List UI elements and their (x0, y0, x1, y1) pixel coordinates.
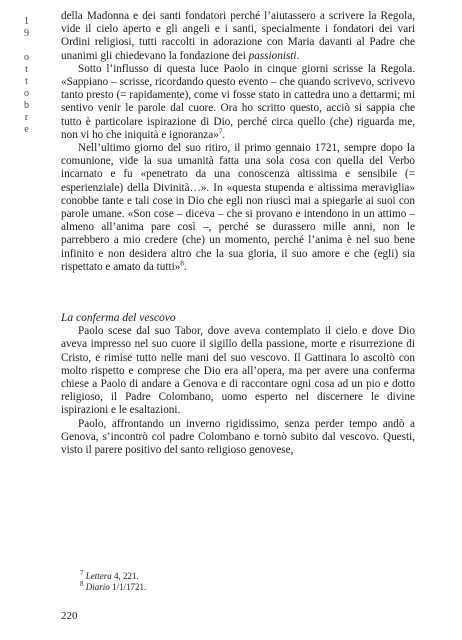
paragraph (61, 10, 415, 63)
running-side-label: 19 ottobre (21, 16, 32, 136)
text-segment: . (222, 128, 226, 141)
text-segment: Paolo, affrontando un inverno rigidissimo, senza perder tempo andò a Genova, s’incontrò col padre Colombano e tornò subito dal vescovo. Questi, visto il parere positivo del santo religioso genovese, (61, 417, 415, 457)
text-segment: Nell’ultimo giorno del suo ritiro, il primo gennaio 1721, sempre dopo la comunione, vide la sua umanità fatta una sola cosa con quella del Verbo incarnato e fu «penetrato da una conoscenza altissima e sensibile (= esperienziale) della Divinità…». In «questa stupenda e altissima meraviglia» conobbe tante e tali cose in Dio che egli non riuscì mai a spiegarle ai suoi con parole umane. «Son cose – diceva – che si provano e intendono in un attimo – almeno all’anima pare così –, perché se durassero mille anni, non le parrebbero a mio credere (che) un momento, perché l’anima è nel suo bene infinito e non desidera altro che la sua gloria, il suo amore e che (egli) sia rispettato e amato da tutti» (61, 142, 415, 273)
text-segment: della Madonna e dei santi fondatori perché l’aiutassero a scrivere la Regola, vide il cielo aperto e gli angeli e i santi, specialmente i fondatori dei vari Ordini religiosi, tutti raccolti in adorazione con Maria davanti al Padre che unanimi gli chiedevano la fondazione dei (61, 10, 415, 62)
paragraph (61, 325, 415, 417)
body-text (61, 10, 415, 457)
paragraph (61, 142, 415, 274)
section-spacer (61, 274, 415, 312)
paragraphs-after-heading (61, 325, 415, 457)
paragraph (61, 418, 415, 458)
page-number: 220 (61, 610, 78, 622)
footnote-marker: 7 (218, 127, 223, 136)
footnote-marker: 8 (180, 259, 184, 268)
paragraph (61, 63, 415, 142)
text-segment: . (296, 49, 300, 62)
section-heading: La conferma del vescovo (61, 312, 176, 325)
footnote: $^7$ Lettera 4, 221. (80, 569, 139, 581)
footnotes (80, 571, 380, 593)
text-segment: . (183, 260, 187, 273)
text-segment: Sotto l’influsso di questa luce Paolo in cinque giorni scrisse la Regola. «Sappiano – scrisse, ricordando questo evento – che quando scrivevo, scrivevo tanto presto (= rapidamente), come vi fosse stato in cattedra uno a dettarmi; mi sentivo venir le parole dal cuore. Ora ho scritto questo, acciò si sappia che tutto è particolare ispirazione di Dio, perché circa quello (che) riguarda me, non vi ho che iniquità e ignoranza» (61, 62, 415, 141)
text-segment: Paolo scese dal suo Tabor, dove aveva contemplato il cielo e dove Dio aveva impresso nel suo cuore il sigillo della passione, morte e risurrezione di Cristo, e rimise tutto nelle mani del suo vescovo. Il Gattinara lo ascoltò con molto rispetto e comprese che Dio era all’opera, ma per avere una conferma chiese a Paolo di andare a Genova e di raccontare ogni cosa ad un pio e dotto religioso, il Padre Colombano, uomo esperto nel discernere le divine ispirazioni e le esaltazioni. (61, 325, 415, 417)
paragraphs-before-heading (61, 10, 415, 274)
text-segment: passionisti (248, 49, 297, 62)
footnote: $^8$ Diario 1/1/1721. (80, 580, 147, 592)
